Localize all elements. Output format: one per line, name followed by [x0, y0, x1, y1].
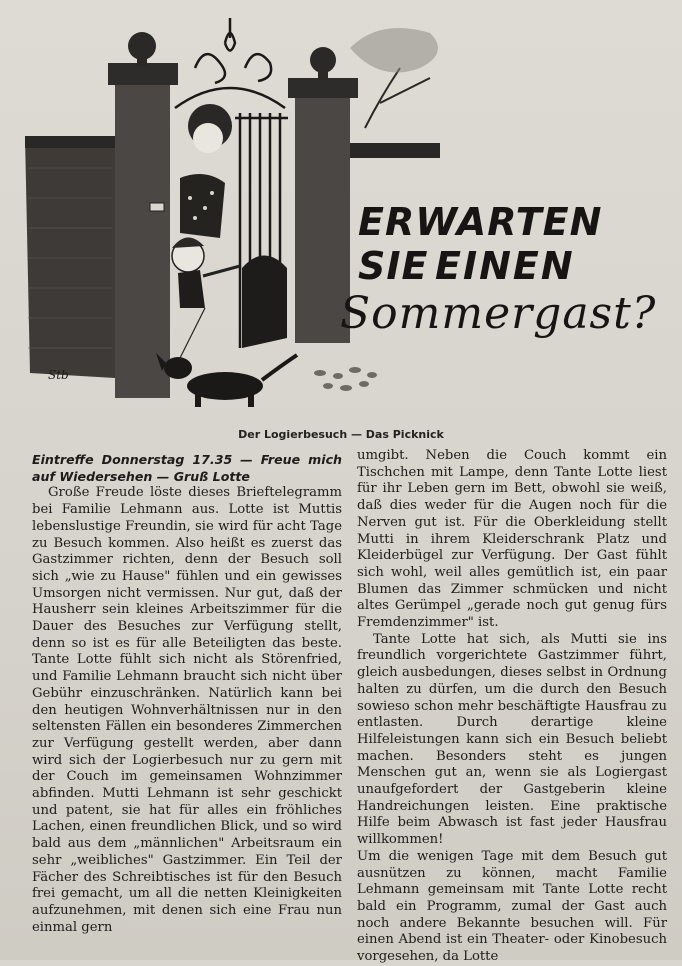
artist-signature: Stb — [48, 368, 69, 382]
title-script: Sommergast? — [340, 288, 657, 339]
left-wall — [25, 136, 115, 378]
right-column — [357, 448, 667, 966]
article-title — [340, 200, 680, 350]
title-line-1: ERWARTEN SIE — [358, 200, 603, 288]
child-figure — [172, 237, 240, 308]
title-line-2: EINEN — [435, 244, 575, 288]
woman-figure — [180, 104, 232, 238]
paving — [314, 367, 377, 391]
body-paragraph: Tante Lotte hat sich, als Mutti sie ins freundlich vorgerichtete Gastzimmer führt, gleich ausbedungen, dieses selbst in Ordnung halten zu dürfen, um die durch den Besuch sowieso schon mehr beschäftigte Hausfrau zu entlasten. Durch derartige kleine Hilfeleistungen kann sich ein Besuch beliebt machen. Besonders steht es jungen Menschen gut an, wenn sie als Logiergast unaufgefordert der Gastgeberin kleine Handreichungen leisten. Eine praktische Hilfe beim Abwasch ist fast jeder Hausfrau willkommen! — [357, 631, 667, 848]
body-paragraph: Um die wenigen Tage mit dem Besuch gut ausnützen zu können, macht Familie Lehmann gemeinsam mit Tante Lotte recht bald ein Programm, zumal der Gast auch noch andere Bekannte besuchen will. Für einen Abend ist ein Theater- oder Kinobesuch vorgesehen, da Lotte — [357, 848, 667, 965]
left-pillar — [108, 32, 178, 398]
body-paragraph: Große Freude löste dieses Brieftelegramm bei Familie Lehmann aus. Lotte ist Muttis lebenslustige Freundin, sie wird für acht Tage zu Besuch kommen. Also heißt es zuerst das Gastzimmer richten, denn der Besuch soll sich „wie zu Hause" fühlen und ein gewisses Umsorgen nicht vermissen. Nur gut, daß der Hausherr sein kleines Arbeitszimmer für die Dauer des Besuches zur Verfügung stellt, denn so ist es für alle Beteiligten das beste. Tante Lotte fühlt sich nicht als Störenfried, und Familie Lehmann braucht sich nicht über Gebühr einzuschränken. Natürlich kann bei den heutigen Wohnverhältnissen nur in den seltensten Fällen ein besonderes Zimmerchen zur Verfügung gestellt werden, aber dann wird sich der Logierbesuch nur zu gern mit der Couch im gemeinsamen Wohnzimmer abfinden. Mutti Lehmann ist sehr geschickt und patent, sie hat für alles ein fröhliches Lachen, einen freundlichen Blick, und so wird bald aus dem „männlichen" Arbeitsraum ein sehr „weibliches" Gastzimmer. Ein Teil der Fächer des Schreibtisches ist für den Besuch frei gemacht, um all die netten Kleinigkeiten aufzunehmen, mit denen sich eine Frau nun einmal gern — [32, 485, 342, 935]
body-paragraph: umgibt. Neben die Couch kommt ein Tischchen mit Lampe, denn Tante Lotte liest für ihr Leben gern im Bett, obwohl sie weiß, daß dies weder für die Augen noch für die Nerven gut ist. Für die Oberkleidung stellt Mutti in ihrem Kleiderschrank Platz und Kleiderbügel zur Verfügung. Der Gast fühlt sich wohl, weil alles gemütlich ist, ein paar Blumen das Zimmer schmücken und nicht altes Gerümpel „gerade noch gut genug fürs Fremdenzimmer" ist. — [357, 448, 667, 631]
tree — [365, 68, 430, 128]
left-column — [32, 452, 342, 936]
telegram-text: Eintreffe Donnerstag 17.35 — Freue mich auf Wiedersehen — Gruß Lotte — [32, 452, 342, 484]
image-caption: Der Logierbesuch — Das Picknick — [238, 428, 444, 441]
